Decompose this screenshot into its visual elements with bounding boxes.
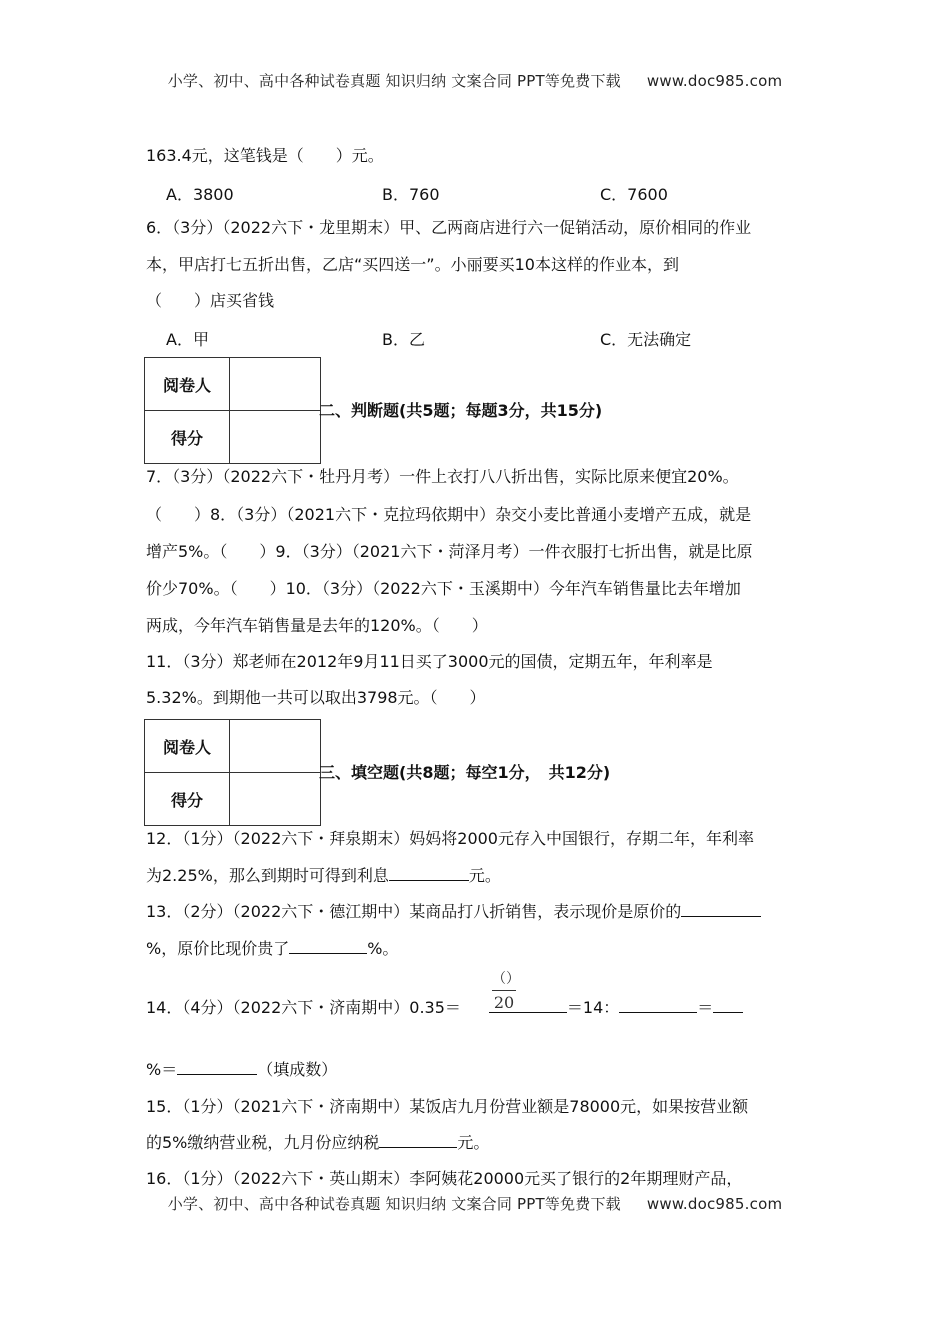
section3-title: 三、填空题(共8题；每空1分， 共12分) <box>319 763 611 782</box>
answer-blank[interactable] <box>713 998 743 1013</box>
q15-text-b: 元。 <box>457 1133 490 1152</box>
score-cell <box>230 773 321 826</box>
fraction-bar <box>492 990 516 991</box>
q13-text-a: 13．（2分）（2022六下・德江期中）某商品打八折销售，表示现价是原价的 <box>146 902 682 921</box>
s2-line-1: 7．（3分）（2022六下・牡丹月考）一件上衣打八八折出售，实际比原来便宜20%。 <box>146 467 739 486</box>
q6-option-a: A．甲 <box>166 330 209 349</box>
q15-line1: 15．（1分）（2021六下・济南期中）某饭店九月份营业额是78000元，如果按营业额 <box>146 1097 749 1116</box>
answer-blank[interactable] <box>389 866 469 881</box>
header-text: 小学、初中、高中各种试卷真题 知识归纳 文案合同 PPT等免费下载 <box>167 72 621 90</box>
q13-text-b: %，原价比现价贵了 <box>146 939 290 958</box>
page-header <box>0 70 950 91</box>
q13-line2 <box>146 939 398 959</box>
q15-text-a: 的5%缴纳营业税，九月份应纳税 <box>146 1133 380 1152</box>
section2-title: 二、判断题(共5题；每题3分，共15分) <box>319 401 603 420</box>
q14-fraction <box>492 968 520 1012</box>
q6-option-b: B．乙 <box>382 330 425 349</box>
q14-text-e: （填成数） <box>257 1060 338 1079</box>
s2-line-3: 增产5%。（ ）9．（3分）（2021六下・菏泽月考）一件衣服打七折出售，就是比原 <box>146 542 753 561</box>
s2-line-6: 11．（3分）郑老师在2012年9月11日买了3000元的国债，定期五年，年利率是 <box>146 652 713 671</box>
answer-blank[interactable] <box>289 939 367 954</box>
reviewer-label: 阅卷人 <box>145 358 230 411</box>
answer-blank[interactable] <box>177 1060 257 1075</box>
score-cell <box>230 411 321 464</box>
answer-blank[interactable] <box>619 998 697 1013</box>
q15-line2 <box>146 1133 489 1153</box>
q6-line2: 本，甲店打七五折出售，乙店“买四送一”。小丽要买10本这样的作业本，到 <box>146 255 679 274</box>
s2-line-4: 价少70%。（ ）10．（3分）（2022六下・玉溪期中）今年汽车销售量比去年增加 <box>146 579 741 598</box>
q14-line1 <box>146 998 743 1018</box>
score-box-section2 <box>144 357 321 464</box>
s2-line-2: （ ）8．（3分）（2021六下・克拉玛依期中）杂交小麦比普通小麦增产五成，就是 <box>146 505 752 524</box>
q14-line2 <box>146 1060 337 1080</box>
s2-line-7: 5.32%。到期他一共可以取出3798元。（ ） <box>146 688 486 707</box>
q5-option-c: C．7600 <box>600 185 668 204</box>
score-box-section3 <box>144 719 321 826</box>
q12-text-b: 元。 <box>468 866 501 885</box>
page-footer <box>0 1193 950 1214</box>
score-label: 得分 <box>145 411 230 464</box>
q6-line3: （ ）店买省钱 <box>146 291 275 310</box>
reviewer-cell <box>230 720 321 773</box>
fraction-numerator: （） <box>492 971 520 987</box>
header-site: www.doc985.com <box>646 72 783 90</box>
q16-line1: 16．（1分）（2022六下・英山期末）李阿姨花20000元买了银行的2年期理财产品， <box>146 1169 743 1188</box>
q14-text-d: %＝ <box>146 1060 178 1079</box>
q14-text-c: ＝ <box>697 998 714 1017</box>
q12-line2 <box>146 866 501 886</box>
q5-tail: 163.4元，这笔钱是（ ）元。 <box>146 146 384 165</box>
q12-text-a: 为2.25%，那么到期时可得到利息 <box>146 866 389 885</box>
q13-line1 <box>146 902 761 922</box>
q14-text-a: 14．（4分）（2022六下・济南期中）0.35＝ <box>146 998 461 1017</box>
q5-option-b: B．760 <box>382 185 440 204</box>
q5-option-a: A．3800 <box>166 185 234 204</box>
q13-text-c: %。 <box>367 939 399 958</box>
q14-text-b: ＝14： <box>566 998 620 1017</box>
answer-blank[interactable] <box>379 1133 457 1148</box>
reviewer-label: 阅卷人 <box>145 720 230 773</box>
q6-option-c: C．无法确定 <box>600 330 692 349</box>
fraction-denominator: 20 <box>493 993 515 1012</box>
q12-line1: 12．（1分）（2022六下・拜泉期末）妈妈将2000元存入中国银行，存期二年，年利率 <box>146 829 754 848</box>
answer-blank[interactable] <box>681 902 761 917</box>
reviewer-cell <box>230 358 321 411</box>
s2-line-5: 两成，今年汽车销售量是去年的120%。（ ） <box>146 616 488 635</box>
footer-site: www.doc985.com <box>646 1195 783 1213</box>
score-label: 得分 <box>145 773 230 826</box>
footer-text: 小学、初中、高中各种试卷真题 知识归纳 文案合同 PPT等免费下载 <box>167 1195 621 1213</box>
q6-line1: 6．（3分）（2022六下・龙里期末）甲、乙两商店进行六一促销活动，原价相同的作业 <box>146 218 752 237</box>
